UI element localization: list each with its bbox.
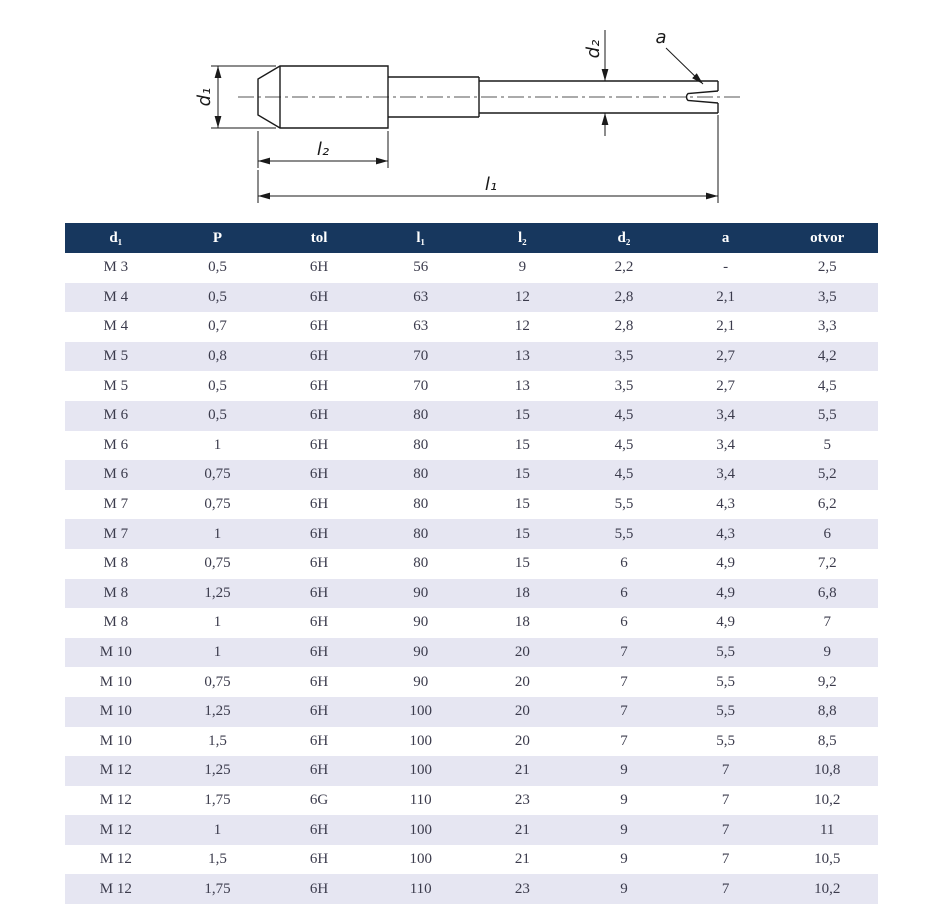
table-cell: 1,25 xyxy=(204,584,231,601)
table-cell: 6G xyxy=(309,791,329,808)
table-cell: M 4 xyxy=(103,318,129,335)
table-cell: 6H xyxy=(309,436,329,453)
table-header-row xyxy=(65,223,878,253)
table-cell: 2,8 xyxy=(614,288,634,305)
table-cell: 0,8 xyxy=(208,348,227,365)
table-head xyxy=(65,223,878,253)
table-cell: M 12 xyxy=(99,821,132,838)
table-cell: 23 xyxy=(514,880,530,897)
d2-label: d₂ xyxy=(583,39,604,59)
table-cell: 4,9 xyxy=(716,584,735,601)
table-cell: 6,8 xyxy=(817,584,837,601)
table-cell: 5,5 xyxy=(716,703,735,720)
table-cell: 13 xyxy=(514,377,530,394)
table-row xyxy=(65,401,878,431)
table-cell: 7 xyxy=(620,732,628,749)
table-cell: 5,2 xyxy=(817,466,837,483)
table-cell: 2,1 xyxy=(716,288,735,305)
table-cell: 5,5 xyxy=(614,525,634,542)
table-cell: 3,3 xyxy=(817,318,837,335)
table-cell: 0,75 xyxy=(204,555,231,572)
table-cell: 4,5 xyxy=(614,436,634,453)
table-cell: 6H xyxy=(309,288,329,305)
table-row xyxy=(65,579,878,609)
table-cell: 1,5 xyxy=(208,851,227,868)
table-cell: 2,5 xyxy=(817,259,837,276)
table-cell: 6 xyxy=(620,555,628,572)
table-cell: 5,5 xyxy=(614,496,634,513)
table-row xyxy=(65,549,878,579)
tap-drawing-svg xyxy=(0,0,943,218)
table-row xyxy=(65,342,878,372)
table-cell: M 7 xyxy=(103,496,129,513)
table-cell: 3,5 xyxy=(614,348,634,365)
table-cell: 8,5 xyxy=(817,732,837,749)
table-header-cell: d₂ xyxy=(573,223,675,253)
table-cell: 6H xyxy=(309,466,329,483)
table-row xyxy=(65,667,878,697)
table-cell: 6H xyxy=(309,555,329,572)
table-header-cell: tol xyxy=(268,223,370,253)
table-row xyxy=(65,638,878,668)
table-header-cell: l₁ xyxy=(370,223,472,253)
table-cell: 0,5 xyxy=(208,288,227,305)
table-cell: 90 xyxy=(413,644,429,661)
table-cell: 5,5 xyxy=(817,407,837,424)
a-label: a xyxy=(655,27,667,48)
table-cell: 7 xyxy=(721,821,730,838)
table-cell: 9 xyxy=(620,880,628,897)
table-cell: M 12 xyxy=(99,791,132,808)
table-row xyxy=(65,519,878,549)
table-cell: 6H xyxy=(309,762,329,779)
table-cell: 9 xyxy=(518,259,527,276)
table-cell: 20 xyxy=(514,673,530,690)
table-row xyxy=(65,283,878,313)
table-row xyxy=(65,253,878,283)
d1-label: d₁ xyxy=(194,87,215,107)
table-cell: 7 xyxy=(721,791,730,808)
table-cell: M 5 xyxy=(103,377,129,394)
table-row xyxy=(65,756,878,786)
table-cell: 2,8 xyxy=(614,318,634,335)
table-cell: 4,5 xyxy=(614,466,634,483)
table-cell: M 4 xyxy=(103,288,129,305)
table-cell: 6H xyxy=(309,703,329,720)
table-cell: 3,5 xyxy=(817,288,837,305)
table-cell: 1 xyxy=(213,821,222,838)
table-cell: 80 xyxy=(413,407,429,424)
table-row xyxy=(65,697,878,727)
table-cell: 4,5 xyxy=(817,377,837,394)
table-cell: 80 xyxy=(413,525,429,542)
table-cell: 90 xyxy=(413,614,429,631)
table-cell: 2,1 xyxy=(716,318,735,335)
table-cell: 2,2 xyxy=(614,259,634,276)
table-cell: 10,2 xyxy=(814,791,841,808)
table-cell: 21 xyxy=(514,762,530,779)
table-cell: 0,5 xyxy=(208,377,227,394)
table-cell: 0,5 xyxy=(208,259,227,276)
table-cell: 6H xyxy=(309,614,329,631)
table-cell: M 8 xyxy=(103,614,129,631)
table-cell: 5 xyxy=(823,436,831,453)
table-cell: 13 xyxy=(514,348,530,365)
table-cell: 3,4 xyxy=(716,407,735,424)
table-cell: 11 xyxy=(819,821,835,838)
table-cell: 15 xyxy=(514,436,530,453)
table-cell: 6H xyxy=(309,851,329,868)
table-cell: 70 xyxy=(413,348,429,365)
table-cell: 20 xyxy=(514,732,530,749)
table-row xyxy=(65,490,878,520)
table-cell: 5,5 xyxy=(716,644,735,661)
table-cell: 1 xyxy=(213,525,222,542)
table-cell: 6H xyxy=(309,348,329,365)
table-cell: 6H xyxy=(309,821,329,838)
table-cell: 110 xyxy=(409,880,432,897)
table-cell: M 10 xyxy=(99,703,132,720)
table-header-cell: P xyxy=(167,223,269,253)
table-cell: 15 xyxy=(514,496,530,513)
table-cell: 6H xyxy=(309,377,329,394)
table-cell: 2,7 xyxy=(716,377,735,394)
table-cell: M 7 xyxy=(103,525,129,542)
table-cell: 6,2 xyxy=(817,496,837,513)
table-header-cell: otvor xyxy=(776,223,878,253)
table-cell: 18 xyxy=(514,614,530,631)
table-row xyxy=(65,874,878,904)
table-cell: 2,7 xyxy=(716,348,735,365)
table-cell: 7 xyxy=(721,762,730,779)
table-cell: M 12 xyxy=(99,762,132,779)
table-cell: 9 xyxy=(620,791,628,808)
table-cell: 6H xyxy=(309,584,329,601)
table-cell: 6H xyxy=(309,259,329,276)
table-cell: 4,2 xyxy=(817,348,837,365)
table-cell: 9,2 xyxy=(817,673,837,690)
table-cell: 7 xyxy=(721,851,730,868)
table-cell: 80 xyxy=(413,436,429,453)
table-cell: 7 xyxy=(721,880,730,897)
table-cell: M 12 xyxy=(99,880,132,897)
table-cell: 5,5 xyxy=(716,673,735,690)
table-cell: 9 xyxy=(620,762,628,779)
table-cell: 0,75 xyxy=(204,466,231,483)
table-cell: 20 xyxy=(514,644,530,661)
table-cell: 6 xyxy=(620,584,628,601)
table-cell: 3,5 xyxy=(614,377,634,394)
table-cell: 1,25 xyxy=(204,703,231,720)
table-cell: 0,75 xyxy=(204,496,231,513)
dimension-table xyxy=(65,223,878,904)
table-cell: 12 xyxy=(514,288,530,305)
table-cell: 80 xyxy=(413,466,429,483)
table-cell: 5,5 xyxy=(716,732,735,749)
table-cell: 70 xyxy=(413,377,429,394)
table-cell: 56 xyxy=(413,259,429,276)
table-cell: 6H xyxy=(309,318,329,335)
table-cell: 9 xyxy=(620,821,628,838)
table-cell: 1,5 xyxy=(208,732,227,749)
table-cell: 100 xyxy=(409,732,432,749)
table-cell: 63 xyxy=(413,318,429,335)
table-cell: 6H xyxy=(309,732,329,749)
table-cell: 10,8 xyxy=(814,762,841,779)
table-row xyxy=(65,312,878,342)
table-header-cell: a xyxy=(675,223,777,253)
table-cell: M 6 xyxy=(103,407,129,424)
table-cell: M 10 xyxy=(99,673,132,690)
table-cell: 12 xyxy=(514,318,530,335)
table-row xyxy=(65,608,878,638)
table-cell: 7 xyxy=(620,673,628,690)
table-cell: 10,5 xyxy=(814,851,841,868)
table-cell: - xyxy=(723,259,729,276)
table-cell: 4,3 xyxy=(716,496,735,513)
table-cell: 6H xyxy=(309,407,329,424)
table-cell: 4,9 xyxy=(716,555,735,572)
table-row xyxy=(65,815,878,845)
table-row xyxy=(65,371,878,401)
table-cell: M 6 xyxy=(103,436,129,453)
table-cell: 15 xyxy=(514,407,530,424)
table-row xyxy=(65,431,878,461)
table-cell: M 8 xyxy=(103,555,129,572)
table-cell: 6H xyxy=(309,496,329,513)
table-cell: M 3 xyxy=(103,259,129,276)
l2-label: l₂ xyxy=(316,139,330,160)
table-cell: 7 xyxy=(823,614,831,631)
table-cell: M 10 xyxy=(99,732,132,749)
table-header-cell: l₂ xyxy=(472,223,574,253)
l1-label: l₁ xyxy=(484,174,498,195)
table-cell: M 12 xyxy=(99,851,132,868)
table-cell: 100 xyxy=(409,703,432,720)
table-cell: 20 xyxy=(514,703,530,720)
table-header-cell: d₁ xyxy=(65,223,167,253)
table-cell: 21 xyxy=(514,851,530,868)
table-row xyxy=(65,786,878,816)
table-cell: 90 xyxy=(413,673,429,690)
table-cell: 90 xyxy=(413,584,429,601)
table-cell: 6H xyxy=(309,673,329,690)
table-cell: 3,4 xyxy=(716,436,735,453)
table-cell: 1,25 xyxy=(204,762,231,779)
table-cell: 1,75 xyxy=(204,880,231,897)
table-cell: 6 xyxy=(620,614,628,631)
table-cell: M 8 xyxy=(103,584,129,601)
table-cell: 9 xyxy=(823,644,831,661)
table-cell: 6H xyxy=(309,644,329,661)
table-cell: 1 xyxy=(213,614,222,631)
table-cell: 23 xyxy=(514,791,530,808)
table-cell: 0,5 xyxy=(208,407,227,424)
table-cell: 9 xyxy=(620,851,628,868)
table-cell: 7 xyxy=(620,644,628,661)
table-cell: 6H xyxy=(309,880,329,897)
table-cell: 8,8 xyxy=(817,703,837,720)
table-body xyxy=(65,253,878,904)
table-cell: 15 xyxy=(514,555,530,572)
table-cell: 1 xyxy=(213,436,222,453)
table-cell: 21 xyxy=(514,821,530,838)
table-row xyxy=(65,845,878,875)
table-cell: 15 xyxy=(514,525,530,542)
table-cell: 3,4 xyxy=(716,466,735,483)
tap-technical-drawing xyxy=(0,0,943,218)
table-cell: 4,9 xyxy=(716,614,735,631)
table-cell: 4,3 xyxy=(716,525,735,542)
table-cell: M 10 xyxy=(99,644,132,661)
table-cell: 1,75 xyxy=(204,791,231,808)
table-cell: 6H xyxy=(309,525,329,542)
table-cell: 1 xyxy=(213,644,222,661)
table-cell: 0,75 xyxy=(204,673,231,690)
table-cell: 4,5 xyxy=(614,407,634,424)
table-cell: 10,2 xyxy=(814,880,841,897)
table-row xyxy=(65,727,878,757)
table-cell: 80 xyxy=(413,555,429,572)
table-cell: 63 xyxy=(413,288,429,305)
table-cell: 80 xyxy=(413,496,429,513)
table-cell: M 5 xyxy=(103,348,129,365)
table-row xyxy=(65,460,878,490)
table-cell: 0,7 xyxy=(208,318,227,335)
table-cell: 7,2 xyxy=(817,555,837,572)
table-cell: 6 xyxy=(823,525,831,542)
table-cell: 7 xyxy=(620,703,628,720)
a-leader-line xyxy=(666,48,703,84)
table-cell: 100 xyxy=(409,851,432,868)
table-cell: 18 xyxy=(514,584,530,601)
table-cell: 100 xyxy=(409,762,432,779)
table-cell: 110 xyxy=(409,791,432,808)
table-cell: 15 xyxy=(514,466,530,483)
table-cell: M 6 xyxy=(103,466,129,483)
table-cell: 100 xyxy=(409,821,432,838)
